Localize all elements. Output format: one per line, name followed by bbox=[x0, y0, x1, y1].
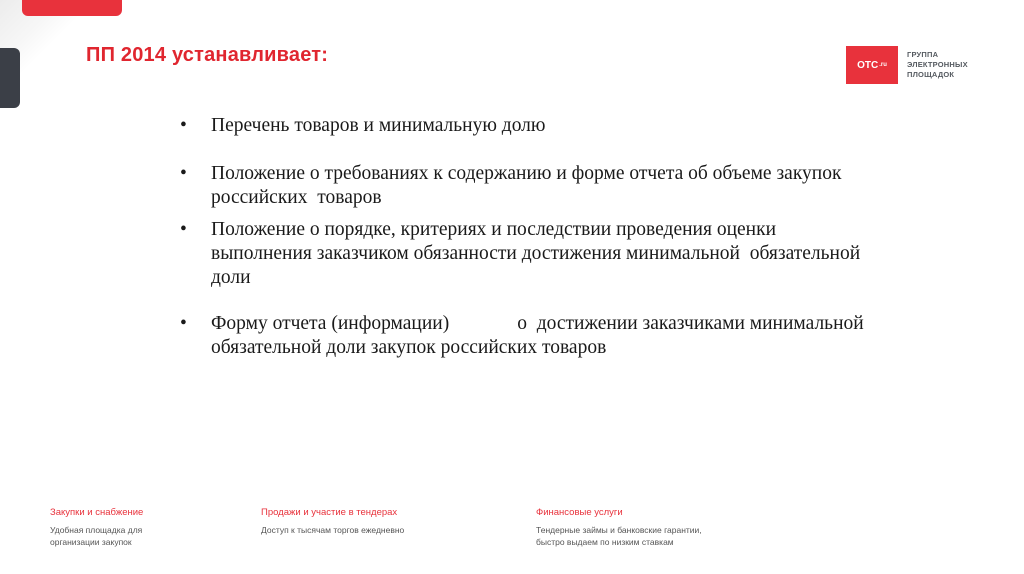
bullet-text-part: о достижении заказчиками минимальной bbox=[517, 313, 864, 334]
bullet-item bbox=[180, 218, 1011, 290]
bullet-text-line: выполнения заказчиком обязанности достижения минимальной обязательной bbox=[211, 243, 861, 264]
bullet-text-line: российских товаров bbox=[211, 187, 382, 208]
bullet-text-line: Перечень товаров и минимальную долю bbox=[211, 115, 546, 136]
footer-heading: Продажи и участие в тендерах bbox=[261, 507, 398, 518]
logo-mark-suffix: .ru bbox=[879, 62, 887, 68]
bullet-text-line: Положение о требованиях к содержанию и форме отчета об объеме закупок bbox=[211, 163, 842, 184]
logo-caption-line: ГРУППА bbox=[907, 50, 939, 59]
bullet-text-line: доли bbox=[211, 267, 251, 288]
logo-mark bbox=[846, 46, 898, 84]
footer-column-procurement bbox=[50, 507, 190, 548]
footer-heading: Финансовые услуги bbox=[536, 507, 623, 518]
footer-description-line: быстро выдаем по низким ставкам bbox=[536, 537, 674, 547]
bullet-marker: • bbox=[180, 115, 187, 136]
slide-title: ПП 2014 устанавливает: bbox=[86, 44, 329, 66]
footer-description bbox=[261, 524, 461, 536]
footer-description-line: Доступ к тысячам торгов ежедневно bbox=[261, 525, 405, 535]
footer-column-sales bbox=[261, 507, 461, 536]
bullet-marker: • bbox=[180, 219, 187, 240]
footer-column-finance bbox=[536, 507, 736, 548]
logo-caption-line: ПЛОЩАДОК bbox=[907, 70, 955, 79]
logo-caption bbox=[907, 50, 968, 80]
bullet-marker: • bbox=[180, 313, 187, 334]
bullet-text-line: обязательной доли закупок российских товаров bbox=[211, 337, 607, 358]
bullet-text-part: Форму отчета (информации) bbox=[211, 313, 450, 334]
side-accent-tab bbox=[0, 48, 20, 108]
logo-mark-text: ОТС bbox=[857, 59, 879, 71]
footer-description bbox=[536, 524, 736, 548]
logo-caption-line: ЭЛЕКТРОННЫХ bbox=[907, 60, 968, 69]
footer-description-line: организации закупок bbox=[50, 537, 132, 547]
top-accent-tab bbox=[22, 0, 122, 16]
bullet-item bbox=[180, 162, 1011, 210]
footer-description-line: Удобная площадка для bbox=[50, 525, 143, 535]
footer-description-line: Тендерные займы и банковские гарантии, bbox=[536, 525, 702, 535]
footer-description bbox=[50, 524, 190, 548]
bullet-text-line: Положение о порядке, критериях и последствии проведения оценки bbox=[211, 219, 777, 240]
bullet-item bbox=[180, 114, 1011, 138]
bullet-marker: • bbox=[180, 163, 187, 184]
footer-heading: Закупки и снабжение bbox=[50, 507, 144, 518]
bullet-text-line bbox=[211, 312, 1011, 336]
bullet-item bbox=[180, 312, 1011, 360]
otc-logo bbox=[846, 46, 968, 84]
